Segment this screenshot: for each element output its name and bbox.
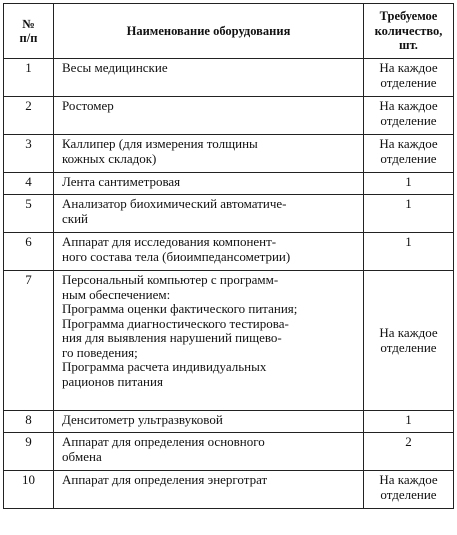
name-line: Программа расчета индивидуальных	[62, 359, 267, 374]
name-line: Анализатор биохимический автоматиче-	[62, 196, 287, 211]
name-line: ния для выявления нарушений пищево-	[62, 330, 282, 345]
qty-line: 1	[405, 196, 412, 211]
row-number: 10	[4, 471, 54, 509]
name-line: ным обеспечением:	[62, 286, 171, 302]
row-number: 7	[4, 271, 54, 411]
row-equipment-name	[54, 195, 364, 233]
name-line: ский	[62, 210, 88, 226]
table-row	[4, 233, 454, 271]
qty-line: 1	[405, 234, 412, 249]
row-equipment-name	[54, 471, 364, 509]
qty-line: отделение	[380, 112, 437, 128]
row-quantity	[364, 233, 454, 271]
row-quantity	[364, 271, 454, 411]
row-quantity	[364, 97, 454, 135]
qty-line: отделение	[380, 150, 437, 166]
name-line: ного состава тела (биоимпедансометрии)	[62, 248, 291, 264]
qty-line: отделение	[380, 339, 437, 355]
name-line: Денситометр ультразвуковой	[62, 412, 223, 427]
table-header-row	[4, 4, 454, 59]
name-line: Аппарат для определения основного	[62, 434, 265, 449]
row-number: 2	[4, 97, 54, 135]
header-equipment-name: Наименование оборудования	[54, 4, 364, 59]
row-equipment-name	[54, 59, 364, 97]
name-line: го поведения;	[62, 344, 138, 360]
row-equipment-name	[54, 433, 364, 471]
row-equipment-name	[54, 135, 364, 173]
row-number: 8	[4, 411, 54, 433]
table-row	[4, 471, 454, 509]
row-number: 6	[4, 233, 54, 271]
row-number: 4	[4, 173, 54, 195]
table-row	[4, 59, 454, 97]
row-equipment-name	[54, 97, 364, 135]
row-equipment-name	[54, 411, 364, 433]
row-quantity	[364, 433, 454, 471]
qty-line: На каждое	[379, 98, 438, 113]
table-row	[4, 271, 454, 411]
qty-line: На каждое	[379, 136, 438, 151]
qty-line: отделение	[380, 74, 437, 90]
table-row	[4, 195, 454, 233]
name-line: Программа диагностического тестирова-	[62, 315, 289, 331]
table-row	[4, 173, 454, 195]
qty-line: На каждое	[379, 472, 438, 487]
name-line: обмена	[62, 448, 102, 464]
row-quantity	[364, 59, 454, 97]
name-line: рационов питания	[62, 373, 163, 389]
name-line: Каллипер (для измерения толщины	[62, 136, 258, 151]
name-line: Весы медицинские	[62, 60, 168, 75]
name-line: Лента сантиметровая	[62, 174, 181, 189]
row-quantity	[364, 135, 454, 173]
row-number: 5	[4, 195, 54, 233]
row-equipment-name	[54, 233, 364, 271]
row-quantity	[364, 195, 454, 233]
header-number-line: №	[22, 16, 35, 31]
header-quantity	[364, 4, 454, 59]
row-quantity	[364, 471, 454, 509]
header-number-line: п/п	[19, 31, 38, 45]
row-quantity	[364, 411, 454, 433]
header-quantity-line: количество,	[374, 23, 443, 38]
row-quantity	[364, 173, 454, 195]
header-quantity-line: шт.	[399, 38, 418, 53]
qty-line: На каждое	[379, 60, 438, 75]
equipment-table	[3, 3, 454, 509]
qty-line: 1	[405, 412, 412, 427]
header-quantity-line: Требуемое	[379, 9, 438, 24]
qty-line: На каждое	[379, 325, 438, 340]
name-line: Ростомер	[62, 98, 114, 113]
name-line: Аппарат для определения энерготрат	[62, 472, 268, 487]
name-line: Программа оценки фактического питания;	[62, 301, 298, 316]
row-number: 3	[4, 135, 54, 173]
name-line: Персональный компьютер с программ-	[62, 272, 279, 287]
table-row	[4, 411, 454, 433]
name-line: Аппарат для исследования компонент-	[62, 234, 277, 249]
row-equipment-name	[54, 271, 364, 411]
table-row	[4, 433, 454, 471]
name-line: кожных складок)	[62, 150, 157, 166]
qty-line: 1	[405, 174, 412, 189]
row-number: 1	[4, 59, 54, 97]
table-row	[4, 135, 454, 173]
header-number	[4, 4, 54, 59]
row-number: 9	[4, 433, 54, 471]
table-row	[4, 97, 454, 135]
qty-line: 2	[405, 434, 412, 449]
qty-line: отделение	[380, 486, 437, 502]
row-equipment-name	[54, 173, 364, 195]
